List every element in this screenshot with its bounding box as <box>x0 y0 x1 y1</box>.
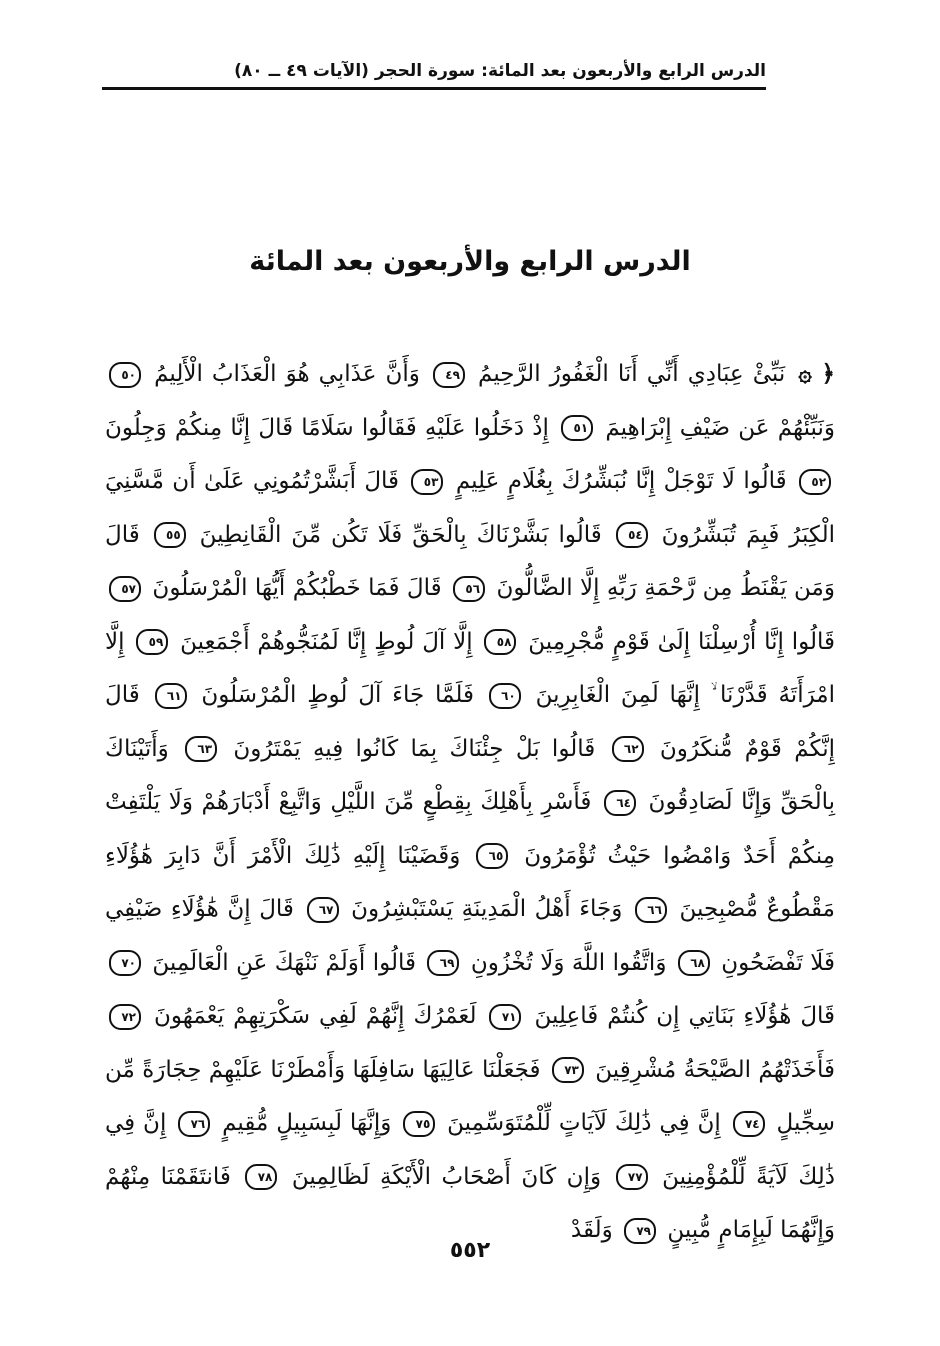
verse-number-marker: ٦٥ <box>476 843 508 869</box>
ayah-text: وَنَبِّئْهُمْ عَن ضَيْفِ إِبْرَاهِيمَ <box>605 414 836 441</box>
verse-number-marker: ٧٠ <box>109 950 141 976</box>
ayah-text: قَالُوا بَلْ جِئْنَاكَ بِمَا كَانُوا فِيهِ يَمْتَرُونَ <box>233 735 596 762</box>
verse-number-marker: ٦٩ <box>427 950 459 976</box>
verse-number-marker: ٥٣ <box>411 469 443 495</box>
ayah-text: إِنَّ فِي ذَٰلِكَ لَآيَاتٍ لِّلْمُتَوَسِّمِينَ <box>447 1110 721 1136</box>
ayah-text: قَالَ أَبَشَّرْتُمُونِي عَلَىٰ أَن مَّسَّنِيَ الْكِبَرُ فَبِمَ تُبَشِّرُونَ <box>105 468 836 548</box>
ayah-text: قَالُوا لَا تَوْجَلْ إِنَّا نُبَشِّرُكَ بِغُلَامٍ عَلِيمٍ <box>455 468 787 494</box>
verse-number-marker: ٥٧ <box>109 576 141 602</box>
verse-number-marker: ٦٢ <box>612 736 644 762</box>
ayah <box>105 950 416 976</box>
verse-number-marker: ٦٦ <box>635 897 667 923</box>
ayah-text: إِلَّا آلَ لُوطٍ إِنَّا لَمُنَجُّوهُمْ أَجْمَعِينَ <box>180 628 473 655</box>
ayah <box>231 1164 601 1190</box>
opening-mark: ﴿ ۞ <box>798 361 836 387</box>
verse-number-marker: ٦١ <box>155 683 187 709</box>
ayat-list <box>105 361 835 1243</box>
ayah-text: قَالَ هَٰؤُلَاءِ بَنَاتِي إِن كُنتُمْ فَاعِلِينَ <box>534 1003 836 1029</box>
ayah-text: وَقَضَيْنَا إِلَيْهِ ذَٰلِكَ الْأَمْرَ أَنَّ دَابِرَ هَٰؤُلَاءِ مَقْطُوعٌ مُّصْبِحِينَ <box>105 842 836 922</box>
verse-number-marker: ٤٩ <box>433 362 465 388</box>
ayah <box>105 361 420 387</box>
ayah-text: قَالُوا بَشَّرْنَاكَ بِالْحَقِّ فَلَا تَكُن مِّنَ الْقَانِطِينَ <box>199 521 602 548</box>
running-header: الدرس الرابع والأربعون بعد المائة: سورة الحجر (الآيات ٤٩ ــ ٨٠) <box>234 61 766 81</box>
ayah-text: قَالَ وَمَن يَقْنَطُ مِن رَّحْمَةِ رَبِّهِ إِلَّا الضَّالُّونَ <box>105 521 835 601</box>
verse-number-marker: ٥١ <box>561 415 593 441</box>
verse-number-marker: ٥٠ <box>109 362 141 388</box>
lesson-title: الدرس الرابع والأربعون بعد المائة <box>249 246 691 278</box>
ayah <box>169 736 595 762</box>
ayah-text: قَالَ إِنَّ هَٰؤُلَاءِ ضَيْفِي فَلَا تَفْضَحُونِ <box>105 896 836 976</box>
verse-number-marker: ٧٤ <box>733 1111 765 1137</box>
verse-number-marker: ٦٤ <box>604 790 636 816</box>
ayah-text: نَبِّئْ عِبَادِي أَنِّي أَنَا الْغَفُورُ الرَّحِيمُ <box>478 361 786 387</box>
ayah-text: وَإِن كَانَ أَصْحَابُ الْأَيْكَةِ لَظَالِمِينَ <box>291 1163 602 1190</box>
ayah <box>105 575 442 601</box>
verse-number-marker: ٥٦ <box>453 576 485 602</box>
ayah-text: فَأَخَذَتْهُمُ الصَّيْحَةُ مُشْرِقِينَ <box>595 1056 836 1083</box>
verse-number-marker: ٧٧ <box>616 1164 648 1190</box>
ayah <box>420 361 785 387</box>
ayah-text: قَالَ فَمَا خَطْبُكُمْ أَيُّهَا الْمُرْسَلُونَ <box>152 575 442 601</box>
ayah-text: وَأَنَّ عَذَابِي هُوَ الْعَذَابُ الْأَلِيمُ <box>154 361 420 387</box>
ayah <box>473 629 835 655</box>
ayah-text: فَانتَقَمْنَا مِنْهُمْ وَإِنَّهُمَا لَبِإِمَامٍ مُّبِينٍ <box>105 1163 835 1243</box>
ayah-text: قَالُوا أَوَلَمْ نَنْهَكَ عَنِ الْعَالَمِينَ <box>152 949 417 976</box>
ayah-text: وَاتَّقُوا اللَّهَ وَلَا تُخْزُونِ <box>470 949 667 976</box>
ayah-text: وَأَتَيْنَاكَ بِالْحَقِّ وَإِنَّا لَصَادِقُونَ <box>105 735 835 815</box>
ayah <box>399 468 787 494</box>
ayah <box>477 1003 836 1029</box>
verse-number-marker: ٦٧ <box>307 897 339 923</box>
verse-number-marker: ٥٤ <box>616 522 648 548</box>
verse-number-marker: ٧٨ <box>245 1164 277 1190</box>
ayah-text: وَجَاءَ أَهْلُ الْمَدِينَةِ يَسْتَبْشِرُونَ <box>351 896 623 922</box>
verse-number-marker: ٧٩ <box>624 1218 656 1244</box>
ayah <box>140 522 602 548</box>
ayah <box>140 682 474 708</box>
ayah-text: إِلَّا امْرَأَتَهُ قَدَّرْنَا ۙ إِنَّهَا لَمِنَ الْغَابِرِينَ <box>105 628 835 708</box>
ayah <box>105 1003 477 1029</box>
ayah-text: فَجَعَلْنَا عَالِيَهَا سَافِلَهَا وَأَمْطَرْنَا عَلَيْهِمْ حِجَارَةً مِّن سِجِّيلٍ <box>105 1056 836 1136</box>
ayah <box>125 629 473 655</box>
verse-number-marker: ٥٨ <box>484 629 516 655</box>
page-number: ٥٥٢ <box>449 1238 491 1263</box>
ayah-text: فَلَمَّا جَاءَ آلَ لُوطٍ الْمُرْسَلُونَ <box>201 682 474 708</box>
verse-number-marker: ٥٩ <box>136 629 168 655</box>
verse-number-marker: ٦٠ <box>489 683 521 709</box>
verse-number-marker: ٦٣ <box>185 736 217 762</box>
ayah <box>549 415 835 441</box>
ayah <box>541 1057 836 1083</box>
ayah <box>391 1110 720 1136</box>
ayah-text: لَعَمْرُكَ إِنَّهُمْ لَفِي سَكْرَتِهِمْ يَعْمَهُونَ <box>153 1003 477 1029</box>
ayah-text: قَالُوا إِنَّا أُرْسِلْنَا إِلَىٰ قَوْمٍ مُّجْرِمِينَ <box>528 628 836 655</box>
ayah-text: وَإِنَّهَا لَبِسَبِيلٍ مُّقِيمٍ <box>222 1110 392 1136</box>
verse-number-marker: ٧٦ <box>178 1111 210 1137</box>
ayah-text: إِذْ دَخَلُوا عَلَيْهِ فَقَالُوا سَلَامًا قَالَ إِنَّا مِنكُمْ وَجِلُونَ <box>105 414 549 441</box>
verse-number-marker: ٦٨ <box>678 950 710 976</box>
ayah <box>166 1110 391 1136</box>
verse-number-marker: ٧٢ <box>109 1004 141 1030</box>
quran-text <box>105 348 836 1243</box>
verse-number-marker: ٧١ <box>489 1004 521 1030</box>
ayah <box>294 896 622 922</box>
verse-number-marker: ٧٣ <box>552 1057 584 1083</box>
header-rule <box>102 87 766 90</box>
verse-number-marker: ٥٢ <box>799 469 831 495</box>
ayah-text: فَأَسْرِ بِأَهْلِكَ بِقِطْعٍ مِّنَ اللَّيْلِ وَاتَّبِعْ أَدْبَارَهُمْ وَلَا يَلْتَفِتْ مِنكُمْ أَحَدٌ وَامْضُوا حَيْثُ تُؤْمَرُونَ <box>105 789 836 869</box>
verse-number-marker: ٧٥ <box>403 1111 435 1137</box>
ayah <box>416 950 666 976</box>
continuation-word: وَلَقَدْ <box>570 1217 613 1243</box>
ayah-text: إِنَّ فِي ذَٰلِكَ لَآيَةً لِّلْمُؤْمِنِينَ <box>105 1110 836 1190</box>
verse-number-marker: ٥٥ <box>154 522 186 548</box>
ayah-text: قَالَ إِنَّكُمْ قَوْمٌ مُّنكَرُونَ <box>105 682 835 762</box>
